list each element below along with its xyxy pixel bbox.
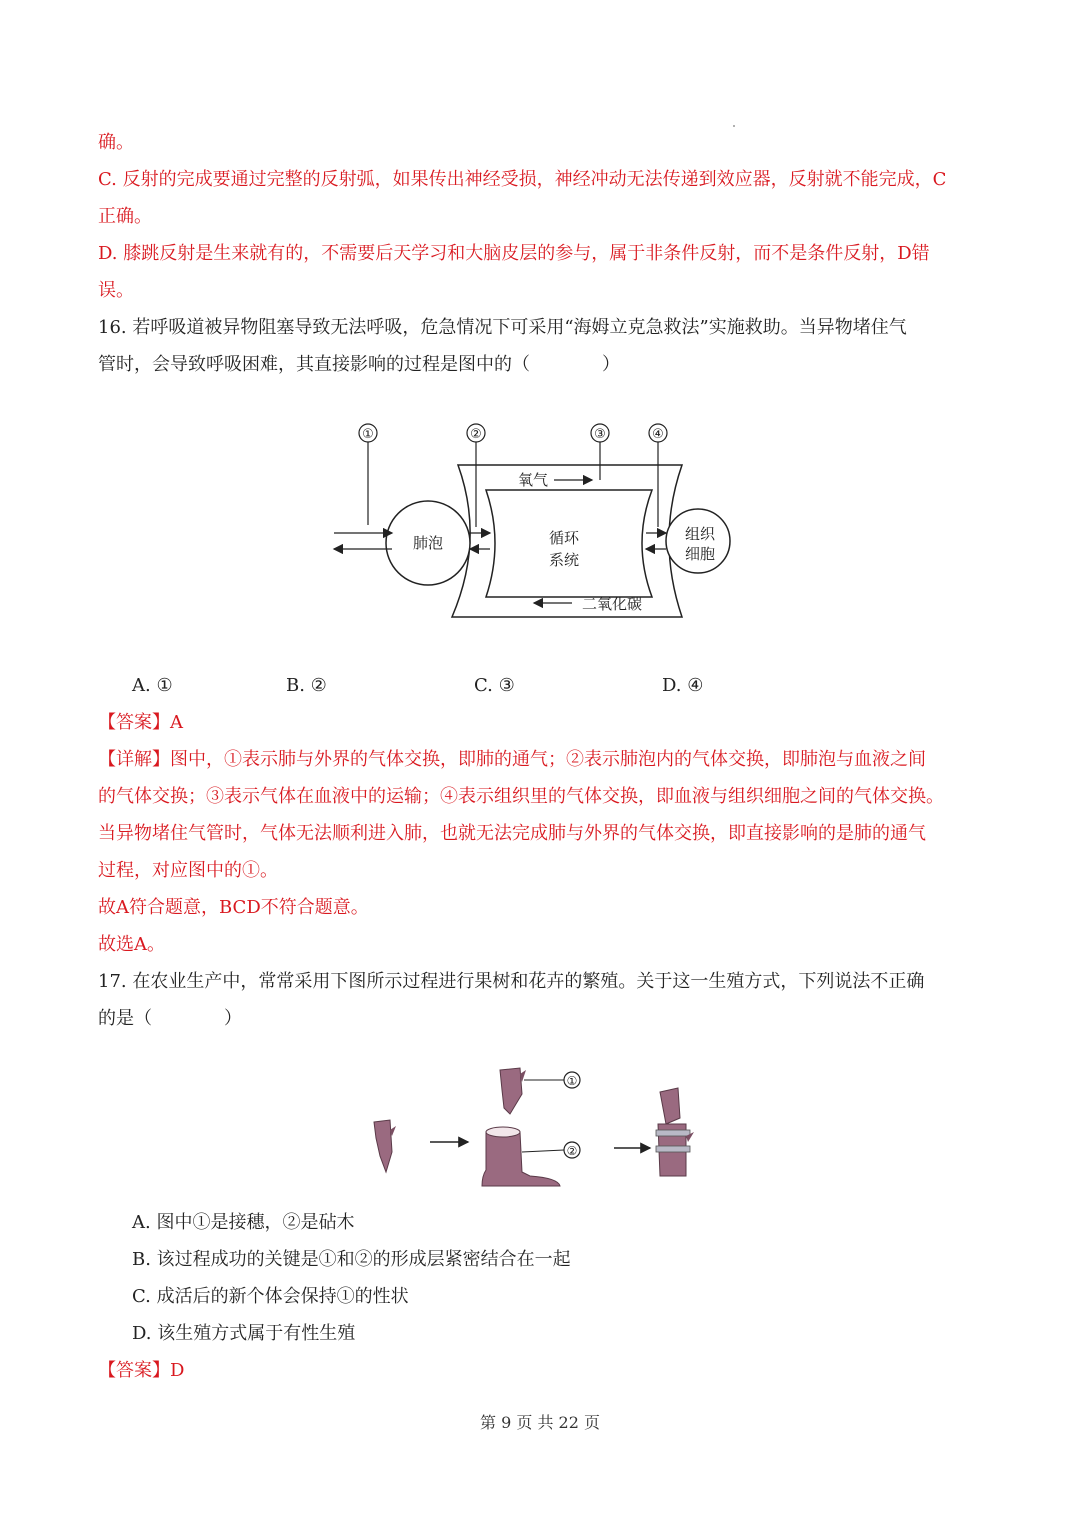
answer-17: 【答案】D: [98, 1360, 185, 1381]
svg-text:③: ③: [594, 427, 606, 442]
circulation-label: 循环: [548, 529, 580, 547]
svg-text:①: ①: [362, 427, 374, 442]
explanation-line: 误。: [98, 280, 134, 301]
rootstock-cut: [486, 1127, 520, 1137]
grafted-scion: [660, 1088, 680, 1124]
answer-16: 【答案】A: [98, 712, 183, 733]
system-label: 系统: [548, 551, 580, 569]
co2-label: 二氧化碳: [582, 595, 643, 613]
grafting-diagram: [360, 1060, 710, 1190]
q16-option-c: C. ③: [474, 675, 515, 696]
q17-option-c: C. 成活后的新个体会保持①的性状: [132, 1286, 409, 1307]
q17-option-b: B. 该过程成功的关键是①和②的形成层紧密结合在一起: [132, 1249, 571, 1270]
explanation-line: 确。: [98, 132, 134, 153]
respiration-diagram: [320, 415, 740, 635]
scion: [500, 1068, 522, 1114]
detail-line: 【详解】图中，①表示肺与外界的气体交换，即肺的通气；②表示肺泡内的气体交换，即肺泡与血液之间: [98, 749, 926, 770]
svg-text:②: ②: [470, 427, 482, 442]
q17-option-a: A. 图中①是接穗，②是砧木: [132, 1212, 355, 1233]
detail-line: 故A符合题意，BCD不符合题意。: [98, 897, 369, 918]
svg-text:②: ②: [566, 1144, 578, 1158]
graft-marker-2: [564, 1142, 580, 1158]
q16-option-a: A. ①: [132, 675, 173, 696]
oxygen-label: 氧气: [518, 471, 549, 489]
q16-option-b: B. ②: [286, 675, 327, 696]
marker-1: [359, 424, 377, 442]
marker-3: [591, 424, 609, 442]
detail-line: 过程，对应图中的①。: [98, 860, 278, 881]
binding-tape: [656, 1130, 690, 1136]
alveolus-label: 肺泡: [412, 534, 444, 552]
q16-option-d: D. ④: [662, 675, 704, 696]
question-17-stem: 的是（ ）: [98, 1008, 242, 1029]
scion-cutting: [374, 1120, 392, 1172]
explanation-line: C. 反射的完成要通过完整的反射弧，如果传出神经受损，神经冲动无法传递到效应器，反射就不能完成，C: [98, 169, 947, 190]
q17-option-d: D. 该生殖方式属于有性生殖: [132, 1323, 356, 1344]
question-17-stem: 17. 在农业生产中，常常采用下图所示过程进行果树和花卉的繁殖。关于这一生殖方式，下列说法不正确: [98, 971, 925, 992]
cell-label: 细胞: [684, 545, 716, 563]
explanation-line: 正确。: [98, 206, 152, 227]
tissue-label: 组织: [684, 525, 716, 543]
detail-line: 的气体交换；③表示气体在血液中的运输；④表示组织里的气体交换，即血液与组织细胞之间的气体交换。: [98, 786, 944, 807]
page-footer: 第 9 页 共 22 页: [480, 1413, 600, 1432]
scan-speck: [733, 125, 735, 127]
detail-line: 故选A。: [98, 934, 165, 955]
explanation-line: D. 膝跳反射是生来就有的，不需要后天学习和大脑皮层的参与，属于非条件反射，而不是条件反射，D错: [98, 243, 930, 264]
binding-tape: [656, 1146, 690, 1152]
rootstock: [482, 1129, 560, 1186]
detail-line: 当异物堵住气管时，气体无法顺利进入肺，也就无法完成肺与外界的气体交换，即直接影响的是肺的通气: [98, 823, 926, 844]
marker-4: [649, 424, 667, 442]
svg-text:④: ④: [652, 427, 664, 442]
graft-marker-1: [564, 1072, 580, 1088]
question-16-stem: 管时，会导致呼吸困难，其直接影响的过程是图中的（ ）: [98, 354, 620, 375]
question-16-stem: 16. 若呼吸道被异物阻塞导致无法呼吸，危急情况下可采用“海姆立克急救法”实施救助。当异物堵住气: [98, 317, 907, 338]
marker-2: [467, 424, 485, 442]
svg-text:①: ①: [566, 1074, 578, 1088]
